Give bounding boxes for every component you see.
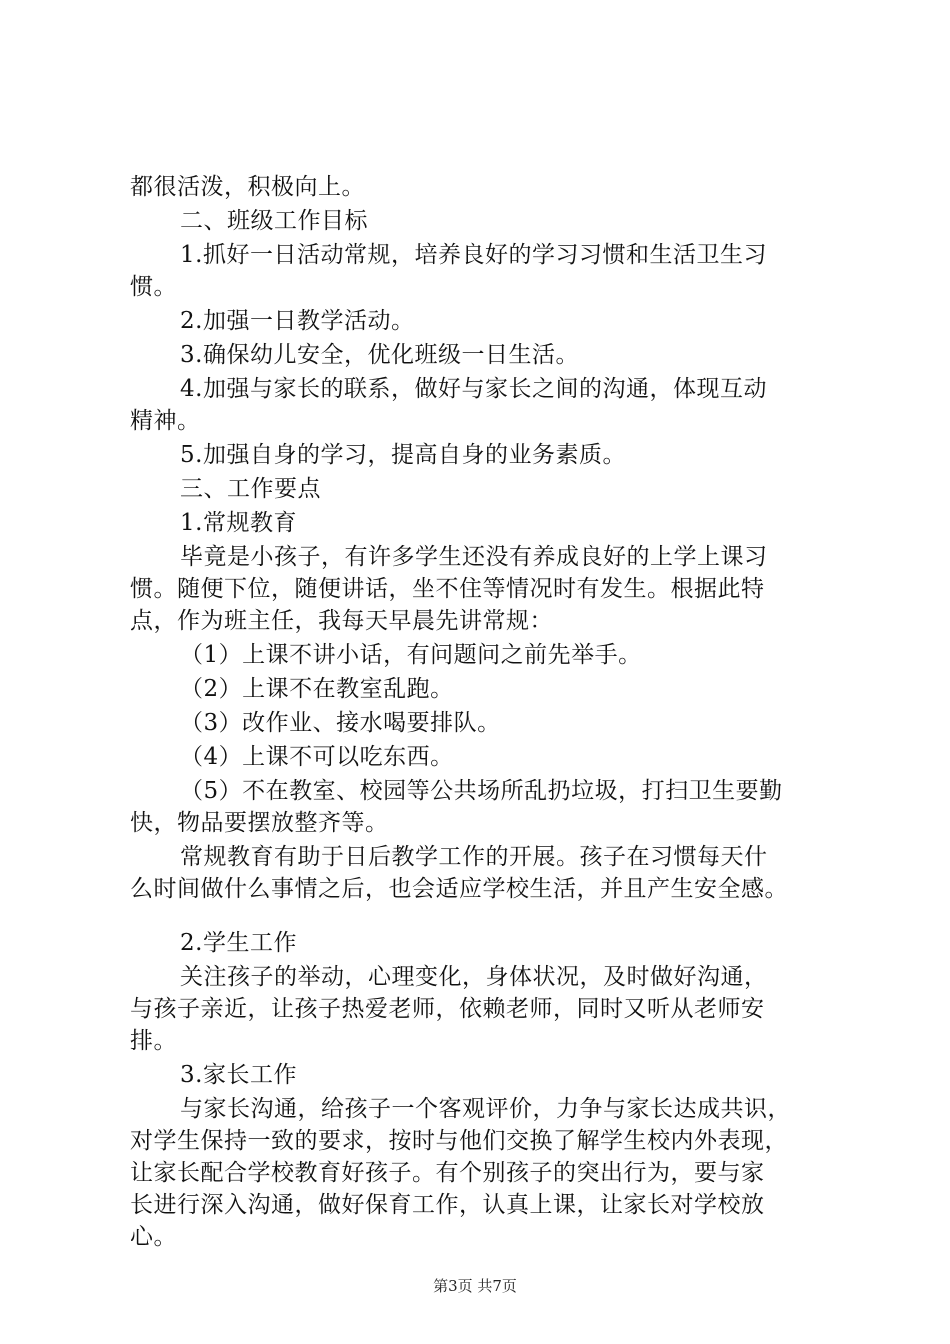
subsection-heading: 1.常规教育 (180, 510, 297, 536)
page-footer (0, 1276, 950, 1296)
list-item: （2）上课不在教室乱跑。 (180, 676, 454, 702)
page-number: 第3页 共7页 (433, 1277, 517, 1295)
section-heading: 三、工作要点 (180, 476, 321, 502)
list-item: （4）上课不可以吃东西。 (180, 744, 454, 770)
text-line: 常规教育有助于日后教学工作的开展。孩子在习惯每天什 (180, 844, 768, 870)
text-line: 么时间做什么事情之后，也会适应学校生活，并且产生安全感。 (130, 876, 788, 902)
subsection-heading: 3.家长工作 (180, 1062, 297, 1088)
text-line: 关注孩子的举动，心理变化，身体状况，及时做好沟通， (180, 964, 768, 990)
text-line: 5.加强自身的学习，提高自身的业务素质。 (180, 442, 626, 468)
text-line: 2.加强一日教学活动。 (180, 308, 415, 334)
text-line: 与孩子亲近，让孩子热爱老师，依赖老师，同时又听从老师安 (130, 996, 765, 1022)
text-line: 心。 (130, 1224, 177, 1250)
text-line: 对学生保持一致的要求，按时与他们交换了解学生校内外表现， (130, 1128, 788, 1154)
text-line: 与家长沟通，给孩子一个客观评价，力争与家长达成共识， (180, 1096, 791, 1122)
text-line: 都很活泼，积极向上。 (130, 174, 365, 200)
text-line: 惯。随便下位，随便讲话，坐不住等情况时有发生。根据此特 (130, 576, 765, 602)
text-line: 快，物品要摆放整齐等。 (130, 810, 389, 836)
text-line: 让家长配合学校教育好孩子。有个别孩子的突出行为，要与家 (130, 1160, 765, 1186)
text-line: 1.抓好一日活动常规，培养良好的学习习惯和生活卫生习 (180, 242, 767, 268)
text-line: 3.确保幼儿安全，优化班级一日生活。 (180, 342, 579, 368)
subsection-heading: 2.学生工作 (180, 930, 297, 956)
list-item: （3）改作业、接水喝要排队。 (180, 710, 501, 736)
list-item: （1）上课不讲小话，有问题问之前先举手。 (180, 642, 642, 668)
text-line: 点，作为班主任，我每天早晨先讲常规： (130, 608, 553, 634)
text-line: 4.加强与家长的联系，做好与家长之间的沟通，体现互动 (180, 376, 767, 402)
list-item: （5）不在教室、校园等公共场所乱扔垃圾，打扫卫生要勤 (180, 778, 783, 804)
section-heading: 二、班级工作目标 (180, 208, 368, 234)
text-line: 长进行深入沟通，做好保育工作，认真上课，让家长对学校放 (130, 1192, 765, 1218)
text-line: 精神。 (130, 408, 201, 434)
text-line: 惯。 (130, 274, 177, 300)
text-line: 排。 (130, 1028, 177, 1054)
text-line: 毕竟是小孩子，有许多学生还没有养成良好的上学上课习 (180, 544, 768, 570)
